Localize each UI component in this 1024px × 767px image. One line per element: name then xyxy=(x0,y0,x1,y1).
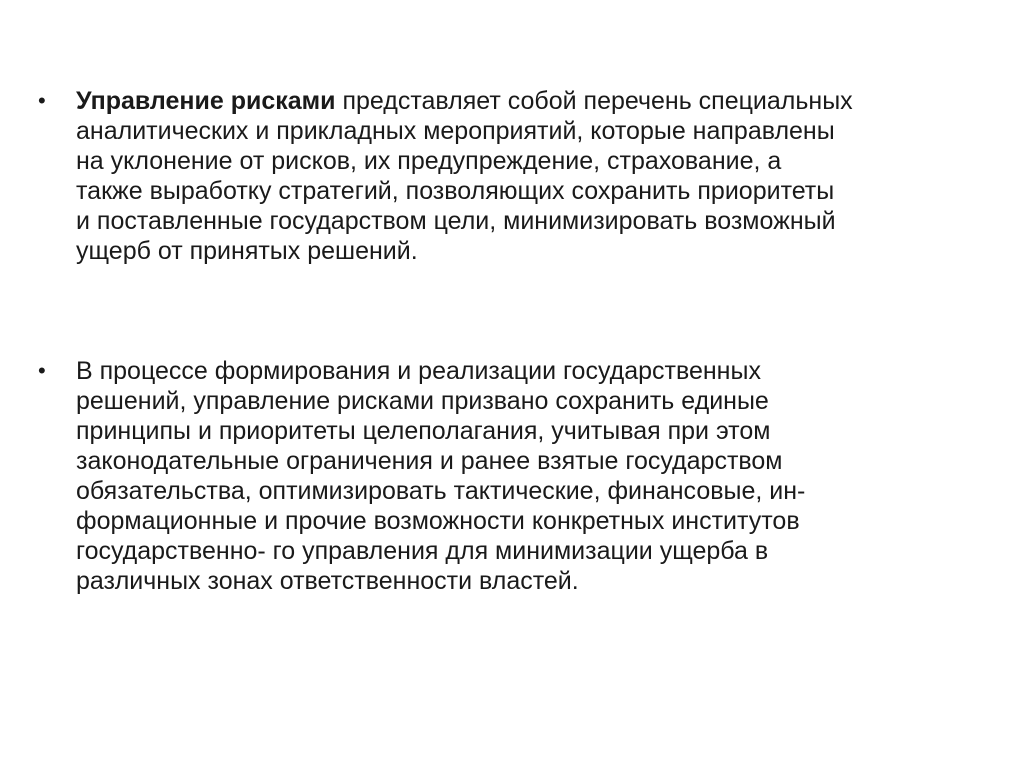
bullet-bold-lead: Управление рисками xyxy=(76,87,336,115)
bullet-text xyxy=(76,86,978,266)
bullet-marker: • xyxy=(38,88,46,113)
bullet-list xyxy=(38,86,978,596)
bullet-body: представляет собой перечень специальных аналитических и прикладных мероприятий, которые направлены на уклонение от рисков, их предупреждение, страхование, а также выработку стратегий, позволяющих сохранить приоритеты и поставленные государством цели, минимизировать возможный ущерб от принятых решений. xyxy=(76,87,853,265)
bullet-marker: • xyxy=(38,358,46,383)
bullet-body: В процессе формирования и реализации государственных решений, управление рисками призвано сохранить единые принципы и приоритеты целеполагания, учитывая при этом законодательные ограничения и ранее взятые государством обязательства, оптимизировать тактические, финансовые, ин- формационные и прочие возможности конкретных институтов государственно- го управления для минимизации ущерба в различных зонах ответственности властей. xyxy=(76,357,806,595)
bullet-item-risk-management-role xyxy=(38,356,978,596)
bullet-item-risk-management-definition xyxy=(38,86,978,266)
